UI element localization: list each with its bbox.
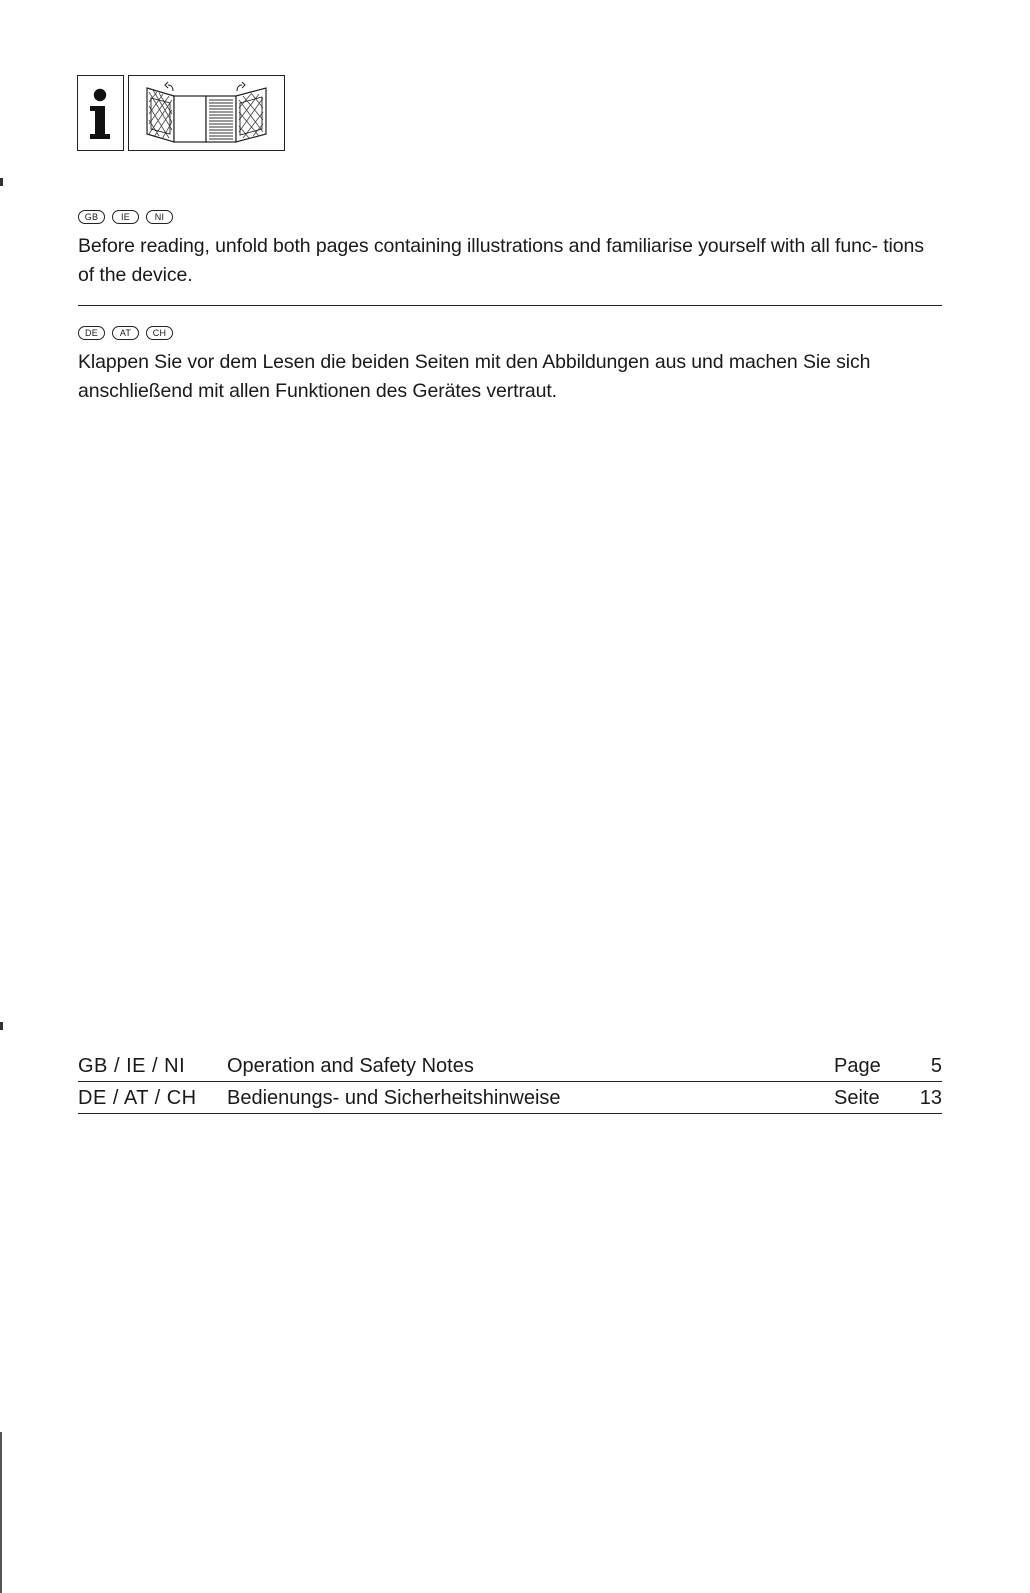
section-de <box>78 326 942 406</box>
toc-page-number: 5 <box>930 1055 942 1077</box>
toc-languages: GB / IE / NI <box>78 1055 186 1077</box>
unfold-pages-icon <box>128 75 285 151</box>
toc-page-label: Page <box>834 1055 881 1077</box>
language-badges-de <box>78 326 942 340</box>
toc-row-en[interactable] <box>78 1050 942 1082</box>
toc-title: Bedienungs- und Sicherheitshinweise <box>227 1087 561 1109</box>
crop-mark-bottom <box>0 1022 3 1030</box>
page-edge <box>0 1432 2 1593</box>
badge-ie: IE <box>112 210 139 224</box>
instruction-text-en: Before reading, unfold both pages containing illustrations and familiarise yourself with all func- tions of the device. <box>78 235 924 286</box>
toc-title: Operation and Safety Notes <box>227 1055 474 1077</box>
badge-de: DE <box>78 326 105 340</box>
language-badges-en <box>78 210 942 224</box>
toc-page-label: Seite <box>834 1087 880 1109</box>
toc-row-de[interactable] <box>78 1082 942 1114</box>
table-of-contents <box>78 1050 942 1114</box>
badge-at: AT <box>112 326 139 340</box>
crop-mark-top <box>0 178 3 186</box>
badge-gb: GB <box>78 210 105 224</box>
section-divider <box>78 305 942 306</box>
toc-page-number: 13 <box>919 1087 942 1109</box>
info-i-icon <box>77 75 124 151</box>
section-en <box>78 210 942 290</box>
toc-languages: DE / AT / CH <box>78 1087 197 1109</box>
badge-ni: NI <box>146 210 173 224</box>
badge-ch: CH <box>146 326 173 340</box>
instruction-text-de: Klappen Sie vor dem Lesen die beiden Seiten mit den Abbildungen aus und machen Sie sich anschließend mit allen Funktionen des Gerätes vertraut. <box>78 351 871 402</box>
